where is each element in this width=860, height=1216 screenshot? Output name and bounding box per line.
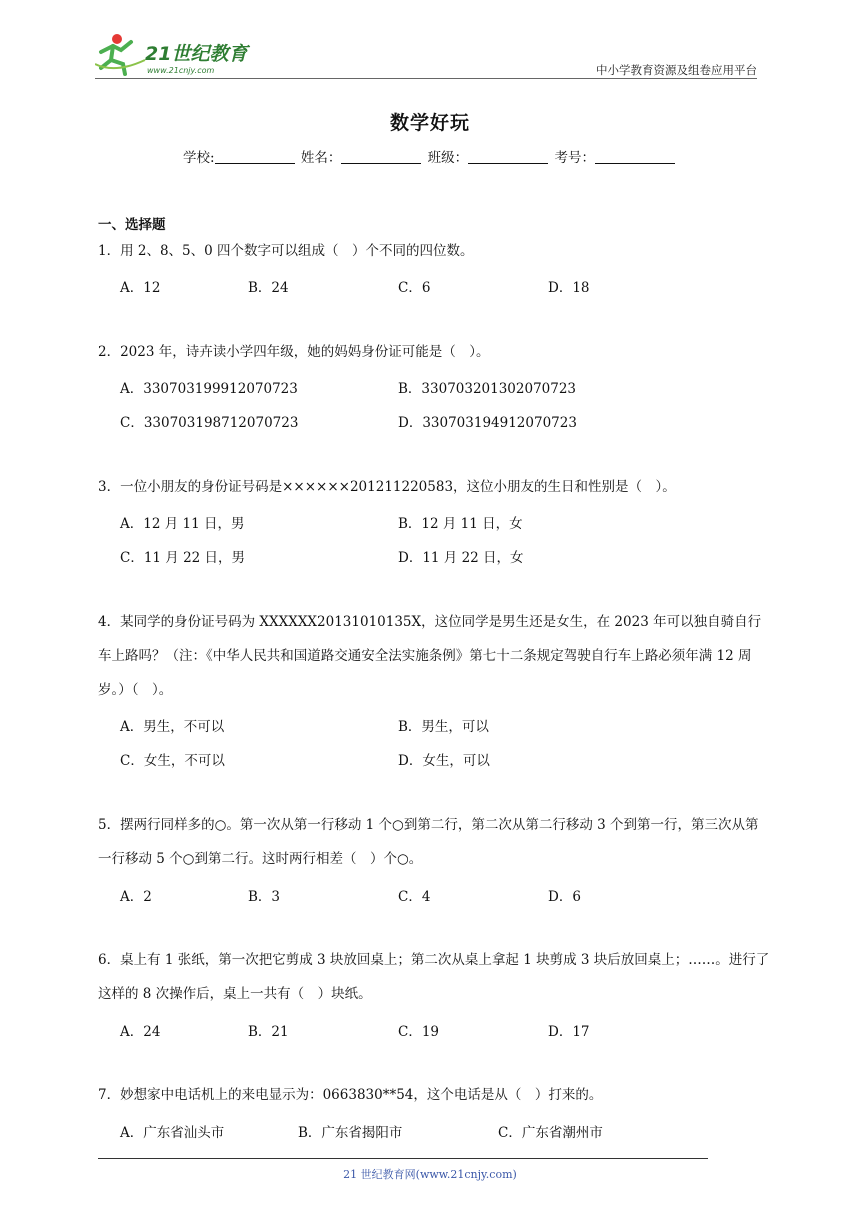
q5-option-d[interactable]: D．6 (548, 889, 581, 905)
q5-option-b[interactable]: B．3 (248, 889, 281, 905)
name-label: 姓名： (300, 150, 342, 166)
page-header (95, 30, 757, 80)
q3-option-d[interactable]: D．11 月 22 日，女 (398, 550, 524, 566)
q6-option-b[interactable]: B．21 (248, 1024, 289, 1040)
exam-no-label: 考号： (554, 150, 595, 166)
q1-option-c[interactable]: C．6 (398, 280, 431, 296)
q4-option-b[interactable]: B．男生，可以 (398, 719, 489, 735)
q4-option-a[interactable]: A．男生，不可以 (120, 719, 225, 735)
q5-option-c[interactable]: C．4 (398, 889, 431, 905)
question-7: 7．妙想家中电话机上的来电显示为：0663830**54，这个电话是从（ ）打来的。 (98, 1087, 603, 1103)
q6-option-c[interactable]: C．19 (398, 1024, 440, 1040)
q5-option-a[interactable]: A．2 (120, 889, 152, 905)
question-6: 6．桌上有 1 张纸，第一次把它剪成 3 块放回桌上；第二次从桌上拿起 1 块剪成 3 块后放回桌上；……。进行了这样的 8 次操作后，桌上一共有（ ）块纸。 (98, 952, 770, 1002)
school-blank[interactable] (215, 149, 295, 164)
q7-option-c[interactable]: C．广东省潮州市 (498, 1125, 603, 1141)
page-title: 数学好玩 (389, 112, 470, 134)
q2-option-b[interactable]: B．330703201302070723 (398, 381, 577, 397)
class-blank[interactable] (468, 149, 548, 164)
footer-link[interactable]: 21 世纪教育网(www.21cnjy.com) (343, 1168, 517, 1181)
question-2: 2．2023 年，诗卉读小学四年级，她的妈妈身份证可能是（ ）。 (98, 344, 490, 360)
logo-url: www.21cnjy.com (147, 66, 215, 75)
q2-option-c[interactable]: C．330703198712070723 (120, 415, 299, 431)
q1-option-b[interactable]: B．24 (248, 280, 289, 296)
header-divider (95, 78, 757, 79)
q7-option-a[interactable]: A．广东省汕头市 (120, 1125, 225, 1141)
q2-option-a[interactable]: A．330703199912070723 (120, 381, 298, 397)
runner-icon (95, 34, 145, 74)
question-4: 4．某同学的身份证号码为 XXXXXX20131010135X，这位同学是男生还是女生，在 2023 年可以独自骑自行车上路吗？（注：《中华人民共和国道路交通安全法实施条例》第七十二条规定驾驶自行车上路必须年满 12 周岁。）（ ）。 (98, 614, 762, 698)
question-1: 1．用 2、8、5、0 四个数字可以组成（ ）个不同的四位数。 (98, 243, 474, 259)
question-5: 5．摆两行同样多的○。第一次从第一行移动 1 个○到第二行，第二次从第二行移动 3 个到第一行，第三次从第一行移动 5 个○到第二行。这时两行相差（ ）个○。 (98, 817, 759, 867)
footer-divider (98, 1158, 708, 1159)
q7-option-b[interactable]: B．广东省揭阳市 (298, 1125, 403, 1141)
q3-option-a[interactable]: A．12 月 11 日，男 (120, 516, 245, 532)
name-blank[interactable] (341, 149, 421, 164)
q4-option-c[interactable]: C．女生，不可以 (120, 753, 225, 769)
q1-option-a[interactable]: A．12 (120, 280, 161, 296)
exam-no-blank[interactable] (595, 149, 675, 164)
q2-option-d[interactable]: D．330703194912070723 (398, 415, 577, 431)
q4-option-d[interactable]: D．女生，可以 (398, 753, 490, 769)
class-label: 班级： (427, 150, 469, 166)
logo-title: 21世纪教育 (145, 43, 248, 65)
logo (95, 30, 265, 78)
q6-option-a[interactable]: A．24 (120, 1024, 161, 1040)
q1-option-d[interactable]: D．18 (548, 280, 590, 296)
school-label: 学校: (183, 150, 215, 166)
platform-name: 中小学教育资源及组卷应用平台 (596, 63, 757, 77)
q3-option-c[interactable]: C．11 月 22 日，男 (120, 550, 246, 566)
section-heading: 一、选择题 (98, 217, 166, 233)
q3-option-b[interactable]: B．12 月 11 日，女 (398, 516, 523, 532)
question-3: 3．一位小朋友的身份证号码是××××××201211220583，这位小朋友的生日和性别是（ ）。 (98, 479, 676, 495)
student-info (0, 146, 860, 166)
q6-option-d[interactable]: D．17 (548, 1024, 590, 1040)
